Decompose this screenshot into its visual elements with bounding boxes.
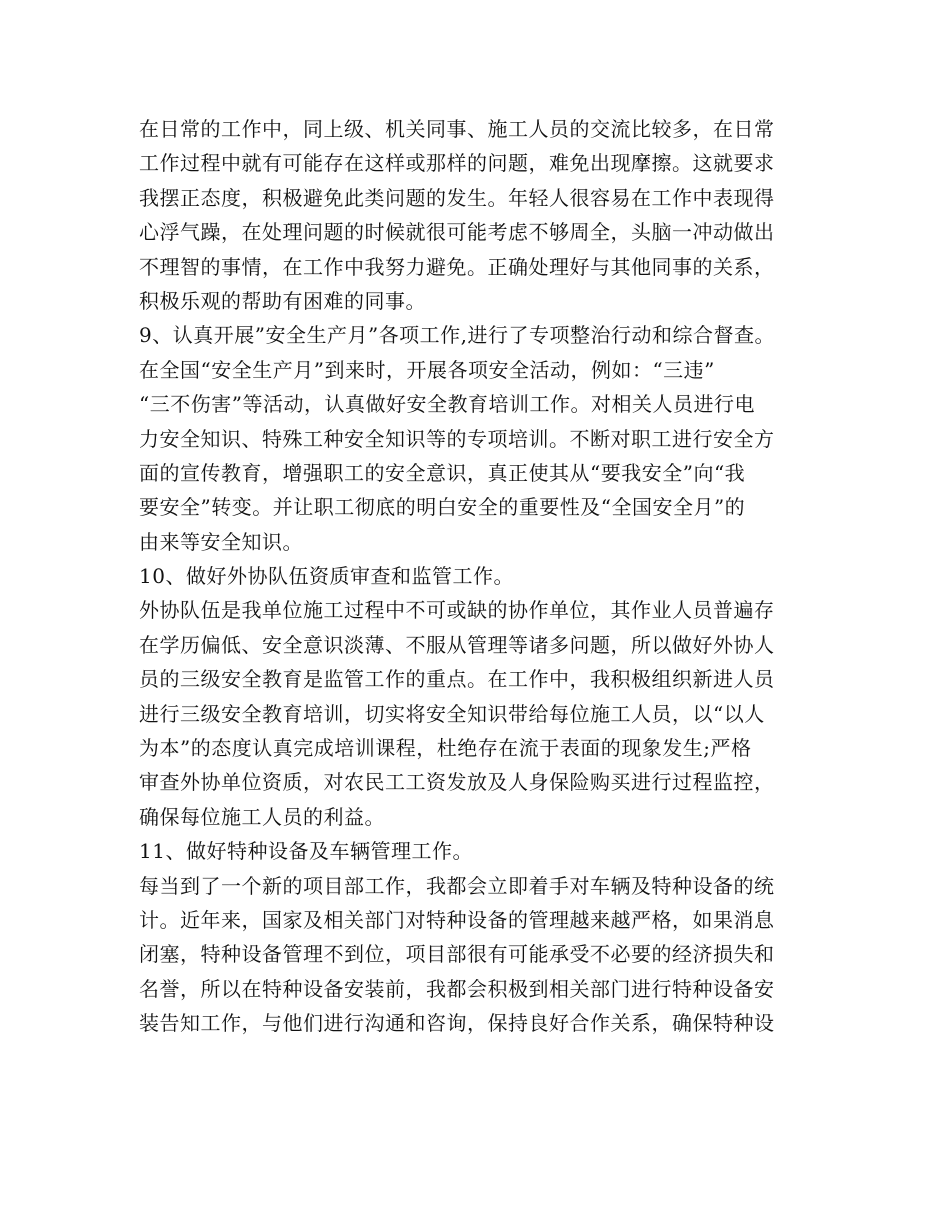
text-line: 装告知工作，与他们进行沟通和咨询，保持良好合作关系，确保特种设 <box>139 1011 775 1036</box>
text-line: 面的宣传教育，增强职工的安全意识，真正使其从“要我安全”向“我 <box>139 460 746 485</box>
text-line: 要安全”转变。并让职工彻底的明白安全的重要性及“全国安全月”的 <box>139 495 746 520</box>
text-line: 积极乐观的帮助有困难的同事。 <box>139 288 426 313</box>
text-line: 在全国“安全生产月”到来时，开展各项安全活动，例如：“三违” <box>139 357 715 382</box>
text-line: 在日常的工作中，同上级、机关同事、施工人员的交流比较多，在日常 <box>139 117 775 141</box>
text-line: 名誉，所以在特种设备安装前，我都会积极到相关部门进行特种设备安 <box>139 976 775 1001</box>
text-line: 为本”的态度认真完成培训课程，杜绝存在流于表面的现象发生;严格 <box>139 736 752 761</box>
section-heading: 11、做好特种设备及车辆管理工作。 <box>139 839 473 864</box>
text-line: 审查外协单位资质，对农民工工资发放及人身保险购买进行过程监控， <box>139 770 775 795</box>
text-line: “三不伤害”等活动，认真做好安全教育培训工作。对相关人员进行电 <box>139 392 755 417</box>
section-heading: 10、做好外协队伍资质审查和监管工作。 <box>139 564 514 589</box>
text-line: 在学历偏低、安全意识淡薄、不服从管理等诸多问题，所以做好外协人 <box>139 632 775 657</box>
text-line: 力安全知识、特殊工种安全知识等的专项培训。不断对职工进行安全方 <box>139 426 775 451</box>
text-line: 确保每位施工人员的利益。 <box>139 804 385 829</box>
section-heading: 9、认真开展”安全生产月”各项工作,进行了专项整治行动和综合督查。 <box>139 323 776 348</box>
text-line: 进行三级安全教育培训，切实将安全知识带给每位施工人员，以“以人 <box>139 701 765 726</box>
text-line: 外协队伍是我单位施工过程中不可或缺的协作单位，其作业人员普遍存 <box>139 598 775 623</box>
text-line: 每当到了一个新的项目部工作，我都会立即着手对车辆及特种设备的统 <box>139 873 775 898</box>
text-line: 不理智的事情，在工作中我努力避免。正确处理好与其他同事的关系， <box>139 254 775 279</box>
text-line: 我摆正态度，积极避免此类问题的发生。年轻人很容易在工作中表现得 <box>139 185 775 210</box>
text-line: 闭塞，特种设备管理不到位，项目部很有可能承受不必要的经济损失和 <box>139 942 775 967</box>
text-line: 心浮气躁，在处理问题的时候就很可能考虑不够周全，头脑一冲动做出 <box>139 220 775 245</box>
text-line: 工作过程中就有可能存在这样或那样的问题，难免出现摩擦。这就要求 <box>139 151 775 176</box>
text-line: 计。近年来，国家及相关部门对特种设备的管理越来越严格，如果消息 <box>139 907 775 932</box>
body-text <box>139 112 839 1041</box>
text-line: 由来等安全知识。 <box>139 529 303 554</box>
text-line: 员的三级安全教育是监管工作的重点。在工作中，我积极组织新进人员 <box>139 667 775 692</box>
